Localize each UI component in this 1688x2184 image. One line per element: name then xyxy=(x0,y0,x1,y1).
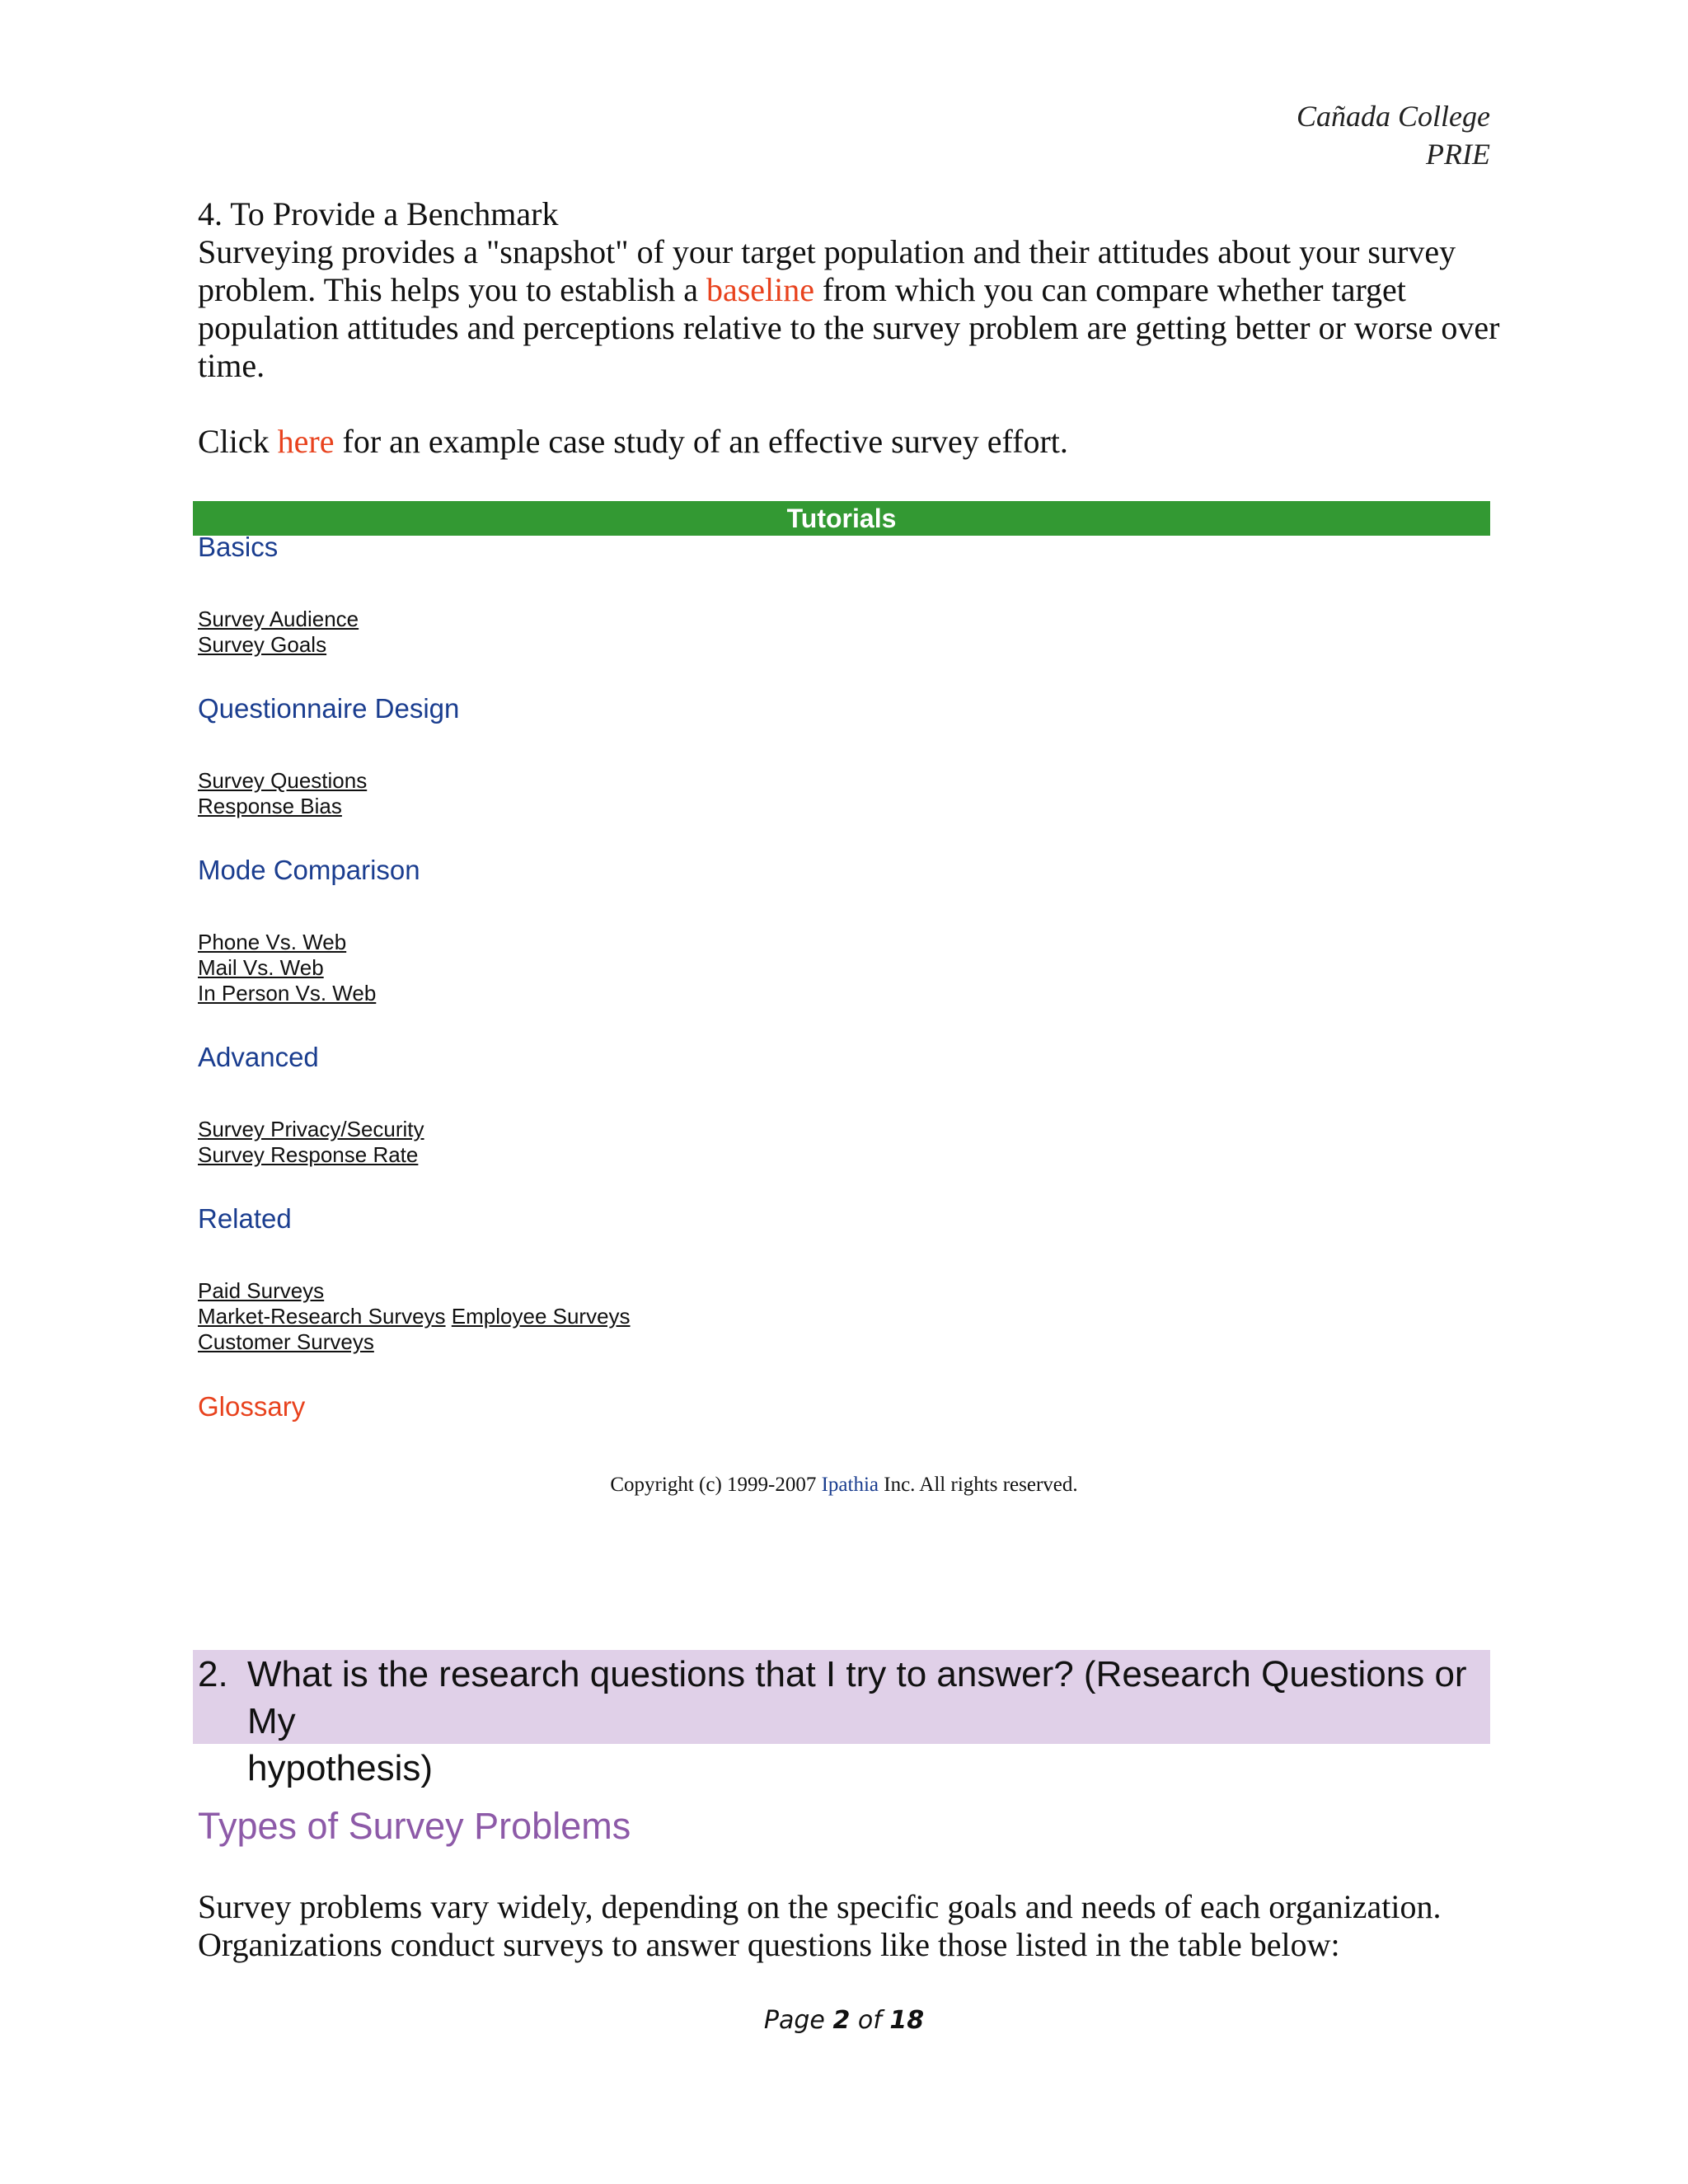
link-paid-surveys[interactable]: Paid Surveys xyxy=(198,1278,325,1303)
case-study-paragraph xyxy=(198,423,1500,461)
footer-total-pages: 18 xyxy=(889,2006,925,2035)
baseline-link[interactable]: baseline xyxy=(706,271,815,308)
intro-section xyxy=(198,195,1500,461)
link-survey-privacy-security[interactable]: Survey Privacy/Security xyxy=(198,1117,424,1141)
copyright-line xyxy=(0,1474,1688,1497)
question-line-2: hypothesis) xyxy=(247,1748,434,1788)
copyright-text: Copyright (c) 1999-2007 xyxy=(610,1474,822,1496)
basics-links xyxy=(198,607,359,658)
footer-page-word: Page xyxy=(763,2006,825,2035)
footer-of-word: of xyxy=(857,2006,882,2035)
category-advanced: Advanced xyxy=(198,1042,319,1072)
related-links xyxy=(198,1278,631,1355)
benchmark-paragraph xyxy=(198,233,1500,385)
footer-current-page: 2 xyxy=(832,2006,851,2035)
link-survey-goals[interactable]: Survey Goals xyxy=(198,632,327,657)
benchmark-text-end: from which you can compare whether target population attitudes and perceptions relative to the survey problem are getting better or worse over time. xyxy=(198,271,1500,384)
question-line-1: What is the research questions that I try to answer? (Research Questions or My xyxy=(247,1654,1467,1741)
case-study-text: for an example case study of an effective survey effort. xyxy=(334,423,1068,460)
link-employee-surveys[interactable]: Employee Surveys xyxy=(451,1304,631,1329)
advanced-links xyxy=(198,1117,424,1168)
tutorials-header: Tutorials xyxy=(193,501,1490,536)
company-link[interactable]: Ipathia xyxy=(821,1474,879,1496)
link-customer-surveys[interactable]: Customer Surveys xyxy=(198,1329,374,1354)
section-title: Types of Survey Problems xyxy=(198,1805,631,1847)
link-survey-questions[interactable]: Survey Questions xyxy=(198,768,368,793)
link-market-research-surveys[interactable]: Market-Research Surveys xyxy=(198,1304,446,1329)
click-text: Click xyxy=(198,423,278,460)
category-related: Related xyxy=(198,1203,292,1234)
copyright-rights: Inc. All rights reserved. xyxy=(879,1474,1078,1496)
link-response-bias[interactable]: Response Bias xyxy=(198,794,342,818)
category-mode-comparison: Mode Comparison xyxy=(198,855,420,885)
header-dept: PRIE xyxy=(1426,138,1490,171)
survey-problems-paragraph: Survey problems vary widely, depending on the specific goals and needs of each organization. Organizations conduct surveys to answer questions like those listed in the table below: xyxy=(198,1888,1442,1963)
benchmark-heading: 4. To Provide a Benchmark xyxy=(198,195,559,232)
page-footer xyxy=(0,2006,1688,2035)
glossary-link[interactable]: Glossary xyxy=(198,1391,306,1422)
link-in-person-vs-web[interactable]: In Person Vs. Web xyxy=(198,981,377,1005)
question-number: 2. xyxy=(198,1654,228,1694)
category-basics: Basics xyxy=(198,532,279,562)
questionnaire-links xyxy=(198,768,367,819)
link-mail-vs-web[interactable]: Mail Vs. Web xyxy=(198,955,324,980)
page-header xyxy=(1296,97,1490,173)
link-survey-audience[interactable]: Survey Audience xyxy=(198,607,359,631)
header-college: Cañada College xyxy=(1296,100,1490,133)
link-survey-response-rate[interactable]: Survey Response Rate xyxy=(198,1142,419,1167)
category-questionnaire-design: Questionnaire Design xyxy=(198,693,460,724)
here-link[interactable]: here xyxy=(277,423,335,460)
benchmark-text: Surveying provides a "snapshot" of your target population and their attitudes about your survey problem. This helps you to establish a xyxy=(198,233,1456,308)
mode-links xyxy=(198,930,376,1006)
link-phone-vs-web[interactable]: Phone Vs. Web xyxy=(198,930,347,954)
